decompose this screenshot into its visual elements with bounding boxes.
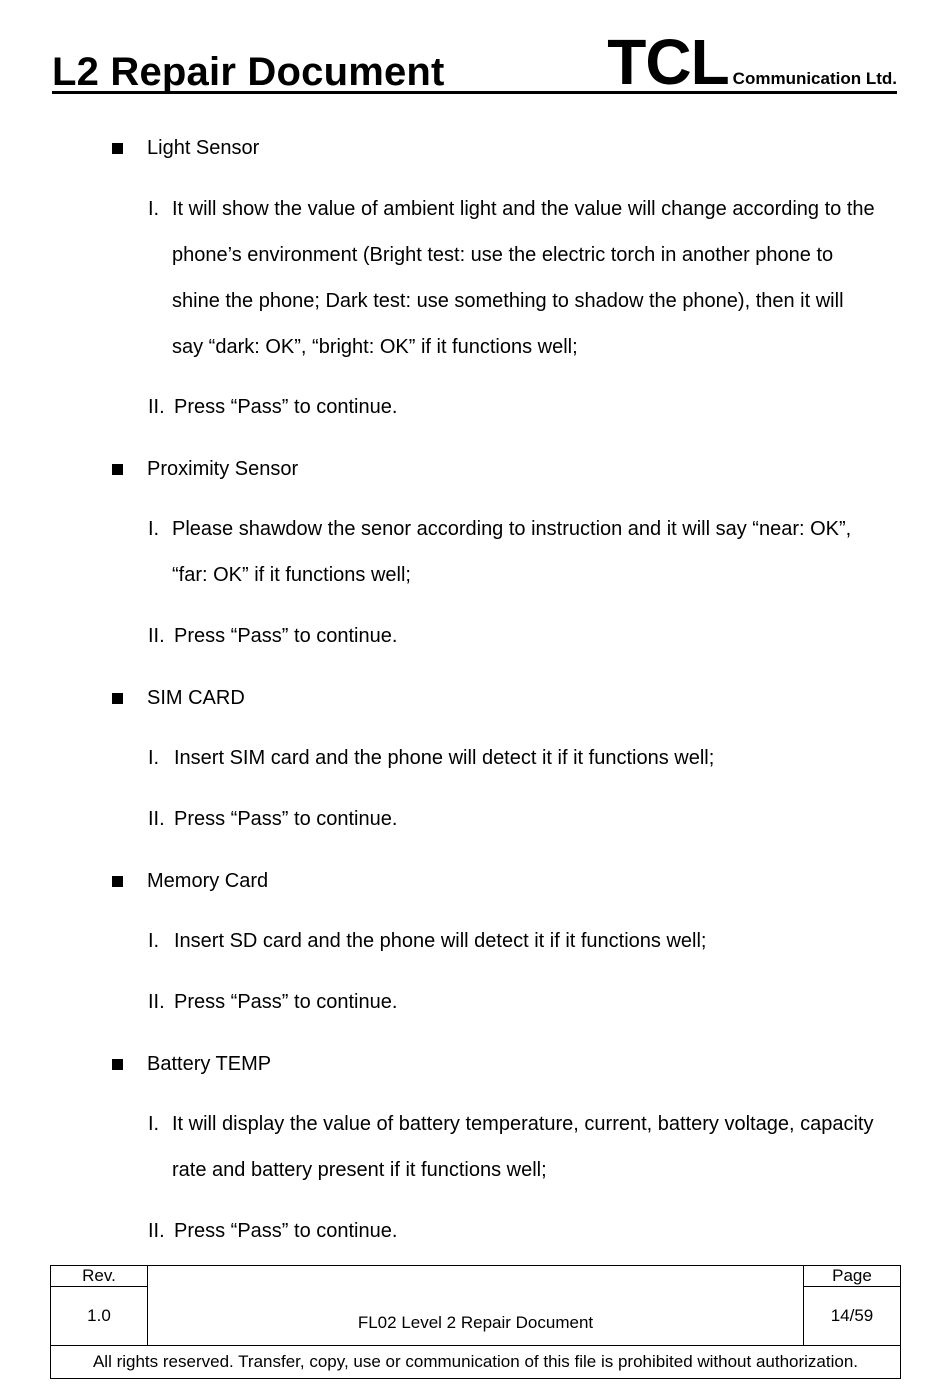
step-line: It will display the value of battery temperature, current, battery voltage, capacity bbox=[172, 1113, 874, 1135]
brand-subtitle: Communication Ltd. bbox=[732, 69, 897, 88]
square-bullet-icon bbox=[112, 1059, 123, 1070]
step-item bbox=[148, 384, 908, 430]
step-line: Please shawdow the senor according to instruction and it will say “near: OK”, bbox=[172, 518, 852, 540]
step-item bbox=[148, 796, 908, 842]
step-number: II. bbox=[148, 991, 165, 1013]
step-item bbox=[148, 613, 908, 659]
step-item bbox=[148, 1101, 908, 1193]
section-heading bbox=[112, 688, 245, 708]
page-number: 14/59 bbox=[804, 1287, 901, 1346]
footer-table bbox=[50, 1265, 901, 1379]
step-line: Press “Pass” to continue. bbox=[174, 1220, 398, 1242]
step-number: II. bbox=[148, 625, 165, 647]
step-item bbox=[148, 979, 908, 1025]
step-line: say “dark: OK”, “bright: OK” if it functions well; bbox=[172, 336, 578, 358]
brand-name: TCL bbox=[607, 26, 729, 98]
square-bullet-icon bbox=[112, 143, 123, 154]
section-heading bbox=[112, 1054, 271, 1074]
step-line: It will show the value of ambient light and the value will change according to the bbox=[172, 198, 875, 220]
step-number: II. bbox=[148, 396, 165, 418]
section-title: Light Sensor bbox=[147, 137, 260, 159]
section-title: Proximity Sensor bbox=[147, 458, 299, 480]
document-name: FL02 Level 2 Repair Document bbox=[148, 1266, 804, 1346]
step-line: rate and battery present if it functions well; bbox=[172, 1159, 547, 1181]
step-line: Press “Pass” to continue. bbox=[174, 808, 398, 830]
step-item bbox=[148, 506, 908, 598]
rev-label: Rev. bbox=[51, 1266, 148, 1287]
section-title: Memory Card bbox=[147, 870, 269, 892]
section-title: Battery TEMP bbox=[147, 1053, 272, 1075]
step-line: phone’s environment (Bright test: use the electric torch in another phone to bbox=[172, 244, 834, 266]
page-header bbox=[52, 18, 897, 98]
step-number: I. bbox=[148, 1113, 160, 1135]
section-title: SIM CARD bbox=[147, 687, 245, 709]
square-bullet-icon bbox=[112, 876, 123, 887]
section-heading bbox=[112, 138, 259, 158]
section-heading bbox=[112, 459, 298, 479]
step-item bbox=[148, 1208, 908, 1254]
step-line: Insert SD card and the phone will detect it if it functions well; bbox=[174, 930, 707, 952]
step-number: II. bbox=[148, 1220, 165, 1242]
step-number: I. bbox=[148, 198, 160, 220]
company-logo bbox=[607, 26, 897, 98]
step-item bbox=[148, 735, 908, 781]
step-number: I. bbox=[148, 930, 160, 952]
step-number: II. bbox=[148, 808, 165, 830]
step-line: Press “Pass” to continue. bbox=[174, 396, 398, 418]
step-line: Insert SIM card and the phone will detect it if it functions well; bbox=[174, 747, 715, 769]
step-line: Press “Pass” to continue. bbox=[174, 625, 398, 647]
step-number: I. bbox=[148, 518, 160, 540]
document-title: L2 Repair Document bbox=[52, 50, 445, 94]
rev-value: 1.0 bbox=[51, 1287, 148, 1346]
page-label: Page bbox=[804, 1266, 901, 1287]
step-item bbox=[148, 918, 908, 964]
step-line: “far: OK” if it functions well; bbox=[172, 564, 411, 586]
step-number: I. bbox=[148, 747, 160, 769]
step-item bbox=[148, 186, 908, 370]
section-heading bbox=[112, 871, 268, 891]
square-bullet-icon bbox=[112, 464, 123, 475]
rights-notice: All rights reserved. Transfer, copy, use or communication of this file is prohibited without authorization. bbox=[51, 1346, 901, 1379]
step-line: shine the phone; Dark test: use something to shadow the phone), then it will bbox=[172, 290, 844, 312]
step-line: Press “Pass” to continue. bbox=[174, 991, 398, 1013]
square-bullet-icon bbox=[112, 693, 123, 704]
